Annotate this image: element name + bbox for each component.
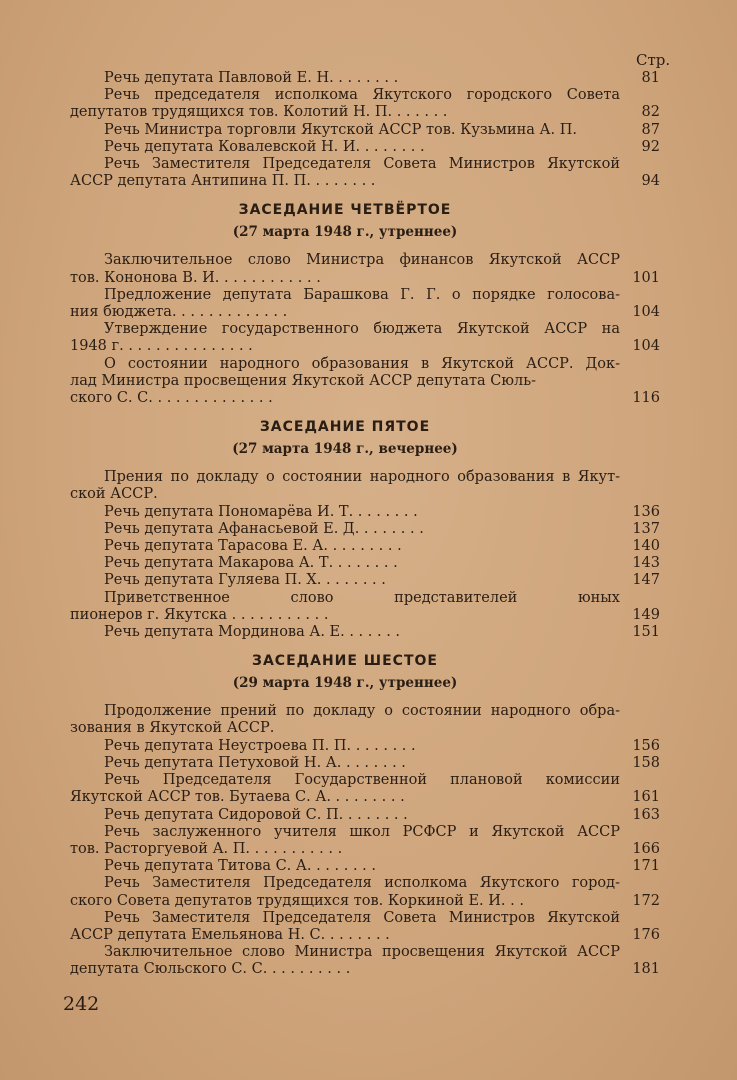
toc-entry-text: Речь Министра торговли Якутской АССР тов. Кузьмина А. П. — [104, 121, 578, 138]
toc-entry — [70, 321, 660, 355]
toc-entry-text: лад Министра просвещения Якутской АССР депутата Сюль- — [70, 372, 537, 389]
toc-entry-text: Предложение депутата Барашкова Г. Г. о порядке голосова- — [104, 286, 620, 303]
toc-entry — [70, 703, 660, 737]
toc-entry-page: 149 — [632, 606, 660, 623]
toc-entry — [70, 521, 660, 538]
toc-entry-page: 104 — [632, 338, 660, 355]
toc-entry-text: Речь депутата Тарасова Е. А. . . . . . . . . — [104, 538, 402, 555]
toc-entry-page: 147 — [632, 572, 660, 589]
toc-entry-text: Прения по докладу о состоянии народного образования в Якут- — [104, 469, 620, 486]
toc-entry-text: Речь депутата Павловой Е. Н. . . . . . . . — [104, 70, 399, 86]
toc-entry-text: зования в Якутской АССР. — [70, 720, 275, 737]
session-heading: ЗАСЕДАНИЕ ЧЕТВЁРТОЕ — [238, 202, 452, 219]
session-date: (27 марта 1948 г., вечернее) — [232, 441, 458, 458]
toc-entry-page: 82 — [641, 104, 660, 121]
toc-entry-text: ния бюджета. . . . . . . . . . . . . — [70, 304, 288, 321]
toc-entry-text: О состоянии народного образования в Якутской АССР. Док- — [104, 355, 620, 372]
toc-entry-page: 176 — [632, 926, 660, 943]
toc-entry-page: 156 — [632, 737, 660, 754]
toc-entry-page: 143 — [632, 555, 660, 572]
toc-entry-text: тов. Расторгуевой А. П. . . . . . . . . . . — [70, 840, 343, 857]
toc-entry — [70, 875, 660, 909]
session-date: (29 марта 1948 г., утреннее) — [232, 675, 458, 692]
toc-entry — [70, 156, 660, 190]
toc-entry — [70, 755, 660, 772]
toc-entry — [70, 772, 660, 806]
toc-entry-text: Речь депутата Афанасьевой Е. Д. . . . . . . . — [104, 520, 424, 537]
table-of-contents — [70, 70, 660, 979]
toc-entry-page: 136 — [632, 503, 660, 520]
toc-entry-text: Речь Заместителя Председателя исполкома Якутского город- — [104, 875, 620, 892]
toc-entry-text: Якутской АССР тов. Бутаева С. А. . . . . . . . . — [70, 789, 405, 806]
toc-entry — [70, 910, 660, 944]
page-column-label: Стр. — [636, 51, 671, 69]
toc-entry-page: 87 — [641, 121, 660, 138]
toc-entry-page: 81 — [641, 70, 660, 86]
toc-entry-text: Речь депутата Сидоровой С. П. . . . . . . . — [104, 806, 408, 823]
toc-entry-text: Речь депутата Гуляева П. Х. . . . . . . . — [104, 572, 386, 589]
toc-entry-text: Речь депутата Ковалевской Н. И. . . . . . . . — [104, 138, 425, 155]
toc-entry-page: 116 — [632, 390, 660, 407]
toc-entry-text: Речь депутата Неустроева П. П. . . . . . . . — [104, 737, 416, 754]
toc-entry-text: депутата Сюльского С. С. . . . . . . . . . — [70, 961, 351, 978]
toc-entry-text: Речь Заместителя Председателя Совета Министров Якутской — [104, 156, 620, 173]
toc-entry-text: Речь депутата Мординова А. Е. . . . . . . — [104, 624, 401, 641]
toc-entry-page: 137 — [632, 520, 660, 537]
toc-entry-text: 1948 г. . . . . . . . . . . . . . . — [70, 338, 253, 355]
toc-entry-page: 151 — [632, 624, 660, 641]
toc-entry-text: депутатов трудящихся тов. Колотий Н. П. . . . . . . — [70, 104, 448, 121]
toc-entry — [70, 504, 660, 521]
toc-entry-text: ского Совета депутатов трудящихся тов. Коркиной Е. И. . . — [70, 892, 524, 909]
toc-entry-text: Речь Председателя Государственной плановой комиссии — [104, 772, 620, 789]
toc-entry — [70, 624, 660, 641]
toc-entry-page: 104 — [632, 304, 660, 321]
toc-entry-text: пионеров г. Якутска . . . . . . . . . . . — [70, 606, 329, 623]
toc-entry-text: ского С. С. . . . . . . . . . . . . . — [70, 390, 273, 407]
toc-entry-text: Заключительное слово Министра финансов Якутской АССР — [104, 252, 620, 269]
toc-entry-text: Речь заслуженного учителя школ РСФСР и Якутской АССР — [104, 823, 620, 840]
toc-entry — [70, 538, 660, 555]
toc-entry — [70, 944, 660, 978]
toc-entry-page: 181 — [632, 961, 660, 978]
toc-entry-text: Заключительное слово Министра просвещения Якутской АССР — [104, 944, 620, 961]
toc-entry-page: 140 — [632, 538, 660, 555]
toc-entry — [70, 122, 660, 139]
toc-entry — [70, 824, 660, 858]
toc-entry-page: 171 — [632, 858, 660, 875]
page-number: 242 — [63, 993, 100, 1015]
toc-entry — [70, 572, 660, 589]
toc-entry-text: Речь Заместителя Председателя Совета Министров Якутской — [104, 909, 620, 926]
toc-entry-page: 172 — [632, 892, 660, 909]
toc-entry-text: ской АССР. — [70, 486, 158, 503]
toc-entry-text: Речь депутата Титова С. А. . . . . . . . — [104, 858, 377, 875]
toc-entry-page: 92 — [641, 138, 660, 155]
toc-entry — [70, 139, 660, 156]
toc-entry-text: АССР депутата Антипина П. П. . . . . . . . — [70, 173, 376, 190]
toc-entry — [70, 590, 660, 624]
toc-entry-text: АССР депутата Емельянова Н. С. . . . . . . . — [70, 926, 390, 943]
toc-entry-page: 166 — [632, 840, 660, 857]
toc-entry-text: тов. Кононова В. И. . . . . . . . . . . . — [70, 269, 321, 286]
toc-entry-text: Речь депутата Макарова А. Т. . . . . . . . — [104, 555, 398, 572]
session-heading: ЗАСЕДАНИЕ ПЯТОЕ — [259, 419, 431, 436]
toc-entry — [70, 356, 660, 408]
toc-entry-page: 158 — [632, 754, 660, 771]
session-heading: ЗАСЕДАНИЕ ШЕСТОЕ — [252, 653, 438, 670]
toc-entry-text: Приветственное слово представителей юных — [104, 589, 620, 606]
toc-entry-text: Речь депутата Пономарёва И. Т. . . . . . . . — [104, 503, 418, 520]
toc-entry-page: 161 — [632, 789, 660, 806]
toc-entry — [70, 287, 660, 321]
toc-entry — [70, 252, 660, 286]
toc-entry-text: Продолжение прений по докладу о состоянии народного обра- — [104, 703, 620, 720]
toc-entry-page: 163 — [632, 806, 660, 823]
toc-entry — [70, 858, 660, 875]
toc-entry — [70, 87, 660, 121]
toc-entry — [70, 807, 660, 824]
toc-entry — [70, 70, 660, 87]
toc-entry-text: Утверждение государственного бюджета Якутской АССР на — [104, 321, 620, 338]
toc-entry-page: 101 — [632, 269, 660, 286]
toc-entry-page: 94 — [641, 173, 660, 190]
toc-entry-text: Речь депутата Петуховой Н. А. . . . . . . . — [104, 754, 406, 771]
toc-entry — [70, 738, 660, 755]
toc-entry-text: Речь председателя исполкома Якутского городского Совета — [104, 87, 620, 104]
toc-entry — [70, 469, 660, 503]
session-date: (27 марта 1948 г., утреннее) — [232, 224, 458, 241]
toc-entry — [70, 555, 660, 572]
